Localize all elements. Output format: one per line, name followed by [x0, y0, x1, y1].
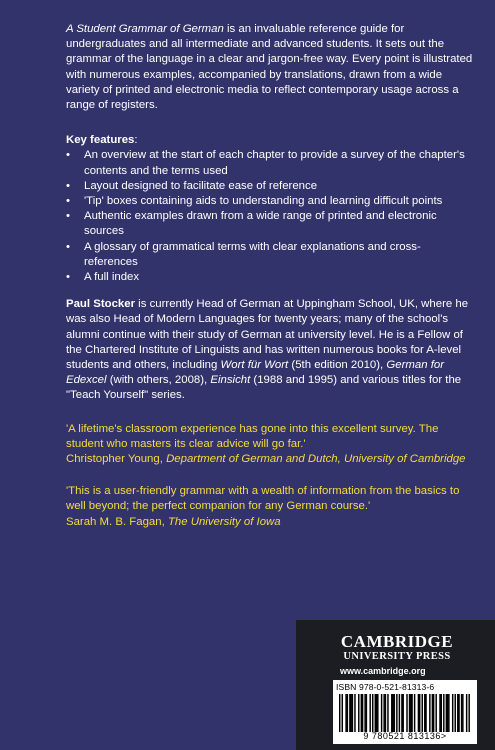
- barcode-stripe: [446, 694, 447, 732]
- barcode-stripe: [354, 694, 355, 732]
- barcode-stripe: [406, 694, 407, 732]
- list-item: [66, 148, 474, 178]
- barcode-stripe: [350, 694, 351, 732]
- barcode-stripe: [458, 694, 459, 732]
- barcode-stripe: [347, 694, 348, 732]
- barcode-stripe: [422, 694, 423, 732]
- barcode-digits: 9 780521 813136: [363, 731, 441, 741]
- quote-citation: [66, 452, 474, 467]
- intro-text: is an invaluable reference guide for undergraduates and all intermediate and advanced students. It sets out the grammar of the language in a clear and jargon-free way. Every point is illustrated with numerous examples, accompanied by translations, drawn from a wide variety of printed and electronic media to reflect contemporary usage across a range of registers.: [66, 23, 473, 112]
- barcode-stripe: [411, 694, 412, 732]
- barcode-stripe: [441, 694, 442, 732]
- barcode-stripe: [342, 694, 343, 732]
- author-bio: [66, 297, 474, 403]
- barcode-stripe: [369, 694, 370, 732]
- barcode-stripe: [364, 694, 365, 732]
- reviewer-name: Christopher Young,: [66, 453, 167, 466]
- quote-text: 'This is a user-friendly grammar with a wealth of information from the basics to well beyond; the perfect companion for any German course.': [66, 485, 460, 513]
- barcode-stripe: [418, 694, 419, 732]
- barcode-stripe: [385, 694, 386, 732]
- list-item-text: Layout designed to facilitate ease of reference: [84, 179, 318, 192]
- barcode-stripe: [394, 694, 395, 732]
- barcode-stripe: [419, 694, 420, 732]
- barcode-stripe: [443, 694, 444, 732]
- list-item: [66, 194, 474, 209]
- quote-citation: [66, 515, 474, 530]
- list-item-text: An overview at the start of each chapter to provide a survey of the chapter's contents and the terms used: [84, 149, 465, 177]
- reviewer-affiliation: The University of Iowa: [167, 515, 281, 528]
- book-title: Wort für Wort: [220, 359, 289, 372]
- barcode-stripe: [462, 694, 463, 732]
- quote-text: 'A lifetime's classroom experience has gone into this excellent survey. The student who masters its clear advice will go far.': [66, 422, 439, 450]
- key-features-list: [66, 148, 474, 285]
- review-quote: [66, 484, 474, 530]
- bio-text: (1988 and 1995) and various titles for the "Teach Yourself" series.: [66, 374, 462, 402]
- key-features-heading-text: Key features: [66, 134, 135, 147]
- list-item-text: Authentic examples drawn from a wide range of printed and electronic sources: [84, 210, 437, 238]
- barcode-stripe: [448, 694, 449, 732]
- barcode-stripe: [381, 694, 382, 732]
- barcode-end-marker: >: [440, 731, 447, 741]
- barcode-stripe: [377, 694, 378, 732]
- list-item: [66, 209, 474, 239]
- barcode-stripe: [375, 694, 376, 732]
- barcode-stripe: [410, 694, 411, 732]
- list-item: [66, 270, 474, 285]
- barcode-stripe: [468, 694, 469, 732]
- barcode-stripe: [429, 694, 430, 732]
- bullet-icon: •: [66, 149, 70, 162]
- barcode-stripe: [466, 694, 467, 732]
- barcode-stripe: [455, 694, 456, 732]
- intro-paragraph: [66, 22, 474, 113]
- bullet-icon: •: [66, 195, 70, 208]
- bio-text: (5th edition 2010),: [288, 359, 387, 372]
- barcode-stripe: [461, 694, 462, 732]
- barcode-stripe: [435, 694, 436, 732]
- reviewer-name: Sarah M. B. Fagan,: [66, 515, 168, 528]
- isbn-label: ISBN 978-0-521-81313-6: [336, 682, 435, 692]
- barcode-stripe: [391, 694, 392, 732]
- barcode-stripe: [396, 694, 397, 732]
- author-name: Paul Stocker: [66, 298, 136, 311]
- logo-line-1: CAMBRIDGE: [340, 632, 454, 651]
- barcode-stripe: [433, 694, 434, 732]
- bullet-icon: •: [66, 179, 70, 192]
- review-quote: [66, 422, 474, 468]
- book-title: German for Edexcel: [66, 359, 444, 387]
- barcode-stripe: [452, 694, 453, 732]
- bio-text: is currently Head of German at Uppingham School, UK, where he was also Head of Modern Languages for twenty years; many of the school's alumni continue with their study of German at university level. He is a Fellow of the Chartered Institute of Linguists and has written numerous books for A-level students and others, including: [66, 298, 469, 372]
- list-item: [66, 179, 474, 194]
- publisher-panel: [296, 620, 495, 750]
- barcode-stripe: [409, 694, 410, 732]
- key-features-colon: :: [134, 134, 138, 147]
- barcode-stripe: [425, 694, 426, 732]
- barcode-stripe: [401, 694, 402, 732]
- book-title: Einsicht: [210, 374, 251, 387]
- barcode-stripe: [387, 694, 388, 732]
- reviewer-affiliation: Department of German and Dutch, University of Cambridge: [166, 453, 466, 466]
- barcode-stripe: [358, 694, 359, 732]
- barcode-stripe: [402, 694, 403, 732]
- barcode-stripe: [349, 694, 350, 732]
- barcode-stripe: [366, 694, 367, 732]
- barcode-stripe: [392, 694, 393, 732]
- barcode-stripe: [361, 694, 362, 732]
- logo-line-2: UNIVERSITY PRESS: [343, 651, 451, 662]
- barcode-stripe: [432, 694, 433, 732]
- list-item-text: 'Tip' boxes containing aids to understanding and learning difficult points: [84, 195, 443, 208]
- barcode-stripe: [424, 694, 425, 732]
- barcode-number: [333, 731, 477, 741]
- barcode-stripe: [372, 694, 373, 732]
- barcode-stripe: [439, 694, 440, 732]
- barcode-icon: [339, 694, 471, 732]
- barcode-stripe: [352, 694, 353, 732]
- barcode-stripe: [383, 694, 384, 732]
- barcode-stripe: [339, 694, 340, 732]
- barcode-stripe: [376, 694, 377, 732]
- barcode-stripe: [345, 694, 346, 732]
- barcode-stripe: [362, 694, 363, 732]
- book-title: A Student Grammar of German: [66, 23, 224, 35]
- barcode: [333, 680, 477, 744]
- list-item-text: A glossary of grammatical terms with clear explanations and cross-references: [84, 240, 421, 268]
- barcode-stripe: [457, 694, 458, 732]
- back-cover-text: [66, 22, 474, 547]
- bullet-icon: •: [66, 210, 70, 223]
- list-item-text: A full index: [84, 271, 140, 284]
- publisher-logo: [340, 633, 454, 663]
- barcode-stripe: [447, 694, 448, 732]
- bullet-icon: •: [66, 271, 70, 284]
- publisher-website[interactable]: www.cambridge.org: [340, 666, 426, 676]
- barcode-stripe: [399, 694, 400, 732]
- barcode-stripe: [414, 694, 415, 732]
- list-item: [66, 240, 474, 270]
- bio-text: (with others, 2008),: [106, 374, 211, 387]
- bullet-icon: •: [66, 240, 70, 253]
- key-features-heading: [66, 133, 474, 148]
